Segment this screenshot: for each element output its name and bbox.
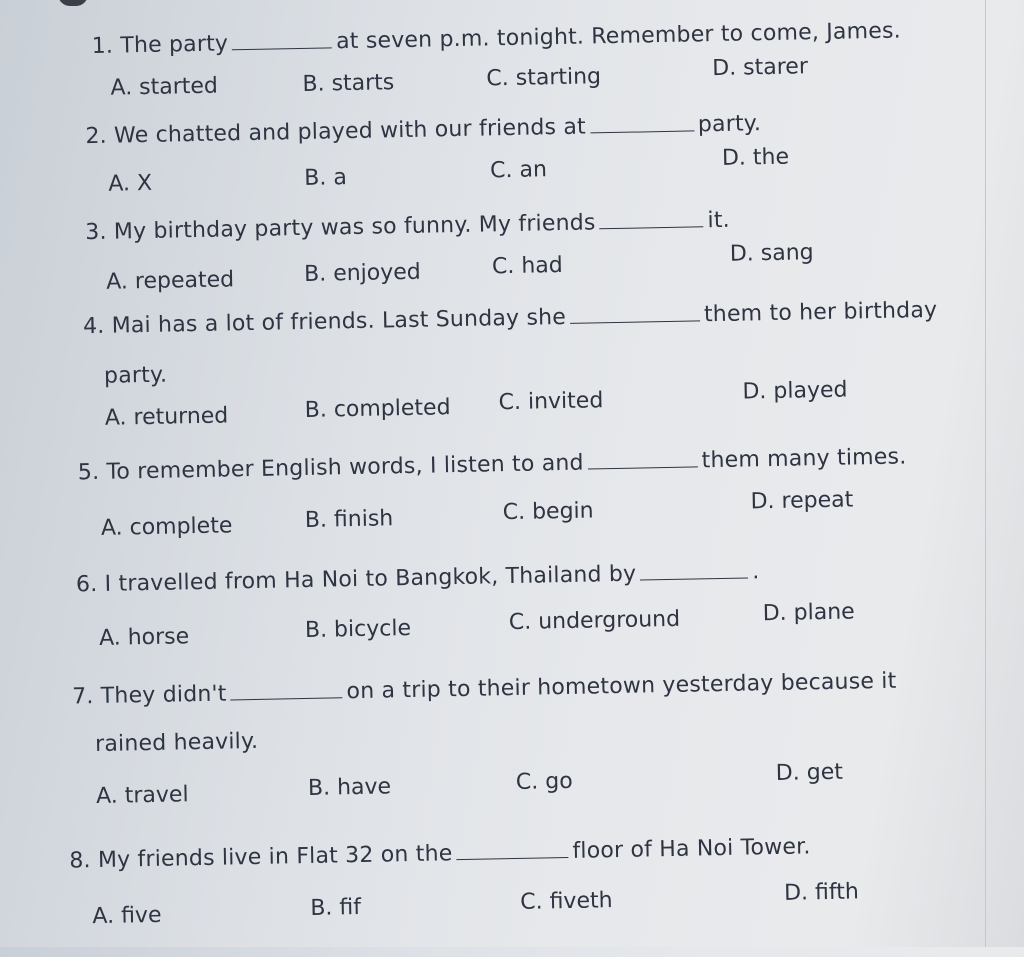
question-1: [91, 18, 901, 59]
answer-blank[interactable]: [590, 129, 694, 133]
question-text-before: To remember English words, I listen to and: [106, 450, 584, 485]
question-text-after: them to her birthday: [703, 297, 938, 328]
question-text-before: I travelled from Ha Noi to Bangkok, Thailand by: [104, 561, 637, 597]
question-text-after: floor of Ha Noi Tower.: [572, 834, 811, 864]
question-text-after: on a trip to their hometown yesterday because it: [346, 668, 897, 705]
question-text-after: party.: [697, 111, 762, 138]
question-text-after: .: [751, 559, 760, 585]
option-c[interactable]: C. starting: [486, 64, 602, 92]
question-text-before: The party: [120, 31, 229, 59]
question-number: 6.: [75, 571, 98, 598]
answer-blank[interactable]: [570, 319, 700, 323]
option-d[interactable]: D. get: [775, 759, 844, 786]
question-text-before: Mai has a lot of friends. Last Sunday she: [111, 304, 567, 339]
question-text-after: it.: [707, 207, 731, 234]
question-5: [78, 444, 907, 485]
option-a[interactable]: A. complete: [100, 513, 233, 541]
answer-blank[interactable]: [640, 576, 748, 580]
option-a[interactable]: A. X: [108, 170, 153, 197]
question-8: [69, 834, 811, 873]
option-b[interactable]: B. bicycle: [304, 615, 412, 644]
option-d[interactable]: D. plane: [762, 599, 855, 627]
answer-blank[interactable]: [457, 856, 569, 860]
option-a[interactable]: A. travel: [95, 782, 189, 810]
question-number: 4.: [82, 313, 105, 340]
option-c[interactable]: C. begin: [502, 498, 594, 526]
question-number: 3.: [85, 219, 107, 246]
option-c[interactable]: C. underground: [508, 606, 681, 636]
option-b[interactable]: B. starts: [302, 70, 395, 97]
option-b[interactable]: B. have: [307, 774, 392, 801]
option-d[interactable]: D. starer: [712, 54, 809, 82]
question-number: 8.: [69, 848, 91, 874]
option-b[interactable]: B. finish: [304, 506, 394, 533]
option-a[interactable]: A. horse: [98, 624, 190, 651]
option-a[interactable]: A. started: [110, 73, 219, 101]
option-b[interactable]: B. enjoyed: [303, 259, 422, 287]
answer-blank[interactable]: [600, 225, 704, 229]
option-c[interactable]: C. had: [491, 252, 564, 280]
question-number: 5.: [77, 459, 100, 486]
option-c[interactable]: C. fiveth: [519, 888, 613, 915]
question-3: [85, 208, 730, 245]
answer-blank[interactable]: [588, 465, 698, 469]
question-7-continuation: rained heavily.: [94, 728, 259, 758]
option-d[interactable]: D. repeat: [750, 487, 854, 515]
question-text-before: We chatted and played with our friends at: [113, 114, 587, 149]
option-c[interactable]: C. invited: [498, 388, 604, 416]
question-text-after: at seven p.m. tonight. Remember to come, James.: [335, 18, 902, 55]
question-4: [83, 298, 938, 339]
option-d[interactable]: D. sang: [729, 240, 814, 267]
option-d[interactable]: D. played: [742, 377, 848, 405]
question-number: 2.: [85, 123, 108, 150]
question-6: [76, 559, 760, 597]
answer-blank[interactable]: [231, 696, 343, 700]
question-2: [85, 111, 761, 149]
answer-blank[interactable]: [232, 46, 332, 50]
option-b[interactable]: B. fif: [310, 894, 362, 921]
option-c[interactable]: C. go: [515, 768, 573, 795]
question-7: [72, 669, 897, 710]
option-b[interactable]: B. completed: [304, 395, 451, 423]
question-text-before: My friends live in Flat 32 on the: [97, 841, 453, 874]
option-a[interactable]: A. returned: [104, 403, 229, 431]
option-a[interactable]: A. five: [92, 902, 162, 930]
question-number: 1.: [91, 33, 114, 59]
option-d[interactable]: D. the: [721, 144, 790, 171]
question-text-before: My birthday party was so funny. My friends: [113, 210, 596, 245]
question-4-continuation: party.: [103, 362, 168, 389]
option-a[interactable]: A. repeated: [106, 267, 235, 295]
option-b[interactable]: B. a: [304, 165, 348, 191]
option-c[interactable]: C. an: [489, 157, 548, 184]
question-text-before: They didn't: [100, 681, 227, 709]
question-number: 7.: [71, 684, 94, 710]
question-text-after: them many times.: [701, 444, 907, 474]
option-d[interactable]: D. fifth: [783, 879, 860, 906]
page-corner-mark: [58, 0, 88, 6]
